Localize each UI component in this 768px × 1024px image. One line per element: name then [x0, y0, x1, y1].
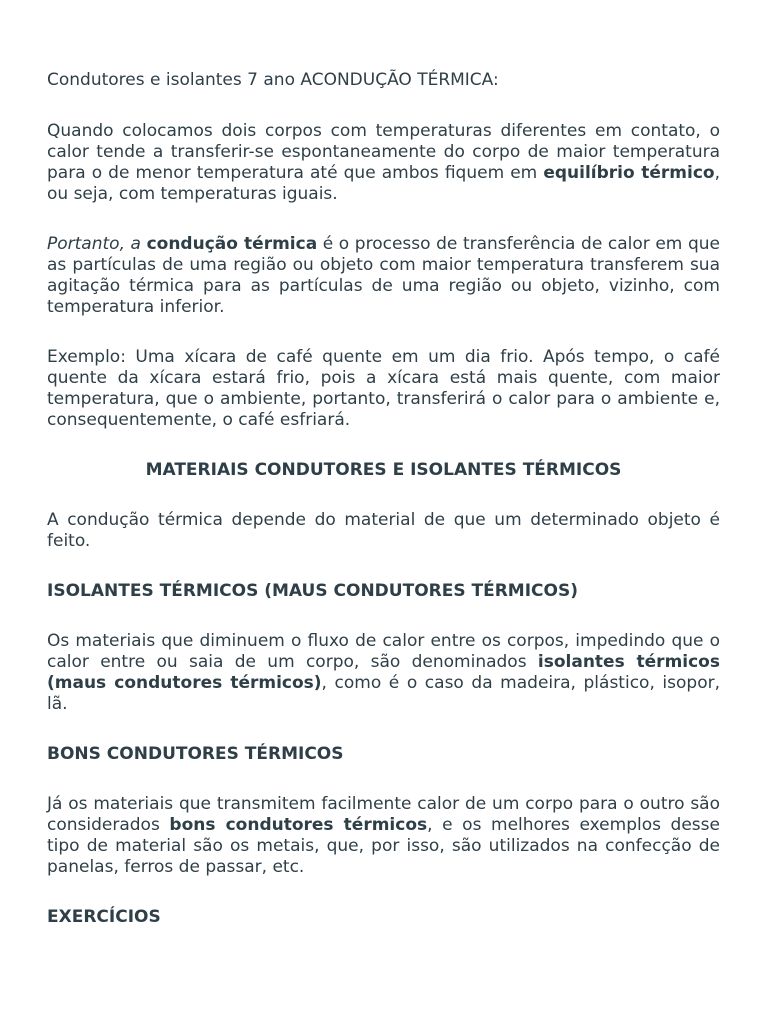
paragraph-material-dependence: A condução térmica depende do material de que um determinado objeto é feito. — [47, 510, 720, 551]
bold-term-thermal-equilibrium: equilíbrio térmico — [543, 163, 715, 183]
paragraph-text: Quando colocamos dois corpos com temperaturas diferentes em contato, o calor tende a transferir-se espontaneamente do corpo de maior temperatura para o de menor temperatura até que ambos fiquem em — [47, 121, 720, 183]
bold-term-thermal-conduction: condução térmica — [146, 234, 318, 254]
section-heading-exercises: EXERCÍCIOS — [47, 907, 161, 927]
section-heading-materials: MATERIAIS CONDUTORES E ISOLANTES TÉRMICOS — [145, 460, 622, 480]
paragraph-heat-transfer — [47, 121, 720, 205]
paragraph-text: , ou seja, com temperaturas iguais. — [47, 163, 720, 204]
paragraph-good-conductors — [47, 794, 720, 878]
paragraph-conduction-definition — [47, 234, 720, 318]
paragraph-text: , como é o caso da madeira, plástico, isopor, lã. — [47, 673, 720, 714]
bold-term-insulators: isolantes térmicos (maus condutores térmicos) — [47, 652, 720, 693]
paragraph-insulators — [47, 631, 720, 715]
italic-lead: Portanto, a — [47, 234, 141, 254]
paragraph-text: , e os melhores exemplos desse tipo de material são os metais, que, por isso, são utilizados na confecção de panelas, ferros de passar, etc. — [47, 815, 720, 877]
paragraph-text: Os materiais que diminuem o fluxo de calor entre os corpos, impedindo que o calor entre ou saia de um corpo, são denominados — [47, 631, 720, 672]
bold-term-good-conductors: bons condutores térmicos — [169, 815, 428, 835]
paragraph-text: Já os materiais que transmitem facilmente calor de um corpo para o outro são considerados — [47, 794, 720, 835]
section-heading-insulators: ISOLANTES TÉRMICOS (MAUS CONDUTORES TÉRMICOS) — [47, 581, 578, 601]
paragraph-text: é o processo de transferência de calor em que as partículas de uma região ou objeto com maior temperatura transferem sua agitação térmica para as partículas de uma região ou objeto, vizinho, com temperatura inferior. — [47, 234, 720, 317]
paragraph-example: Exemplo: Uma xícara de café quente em um dia frio. Após tempo, o café quente da xícara estará frio, pois a xícara está mais quente, com maior temperatura, que o ambiente, portanto, transferirá o calor para o ambiente e, consequentemente, o café esfriará. — [47, 347, 720, 430]
intro-line: Condutores e isolantes 7 ano ACONDUÇÃO TÉRMICA: — [47, 70, 499, 90]
section-heading-good-conductors: BONS CONDUTORES TÉRMICOS — [47, 744, 344, 764]
